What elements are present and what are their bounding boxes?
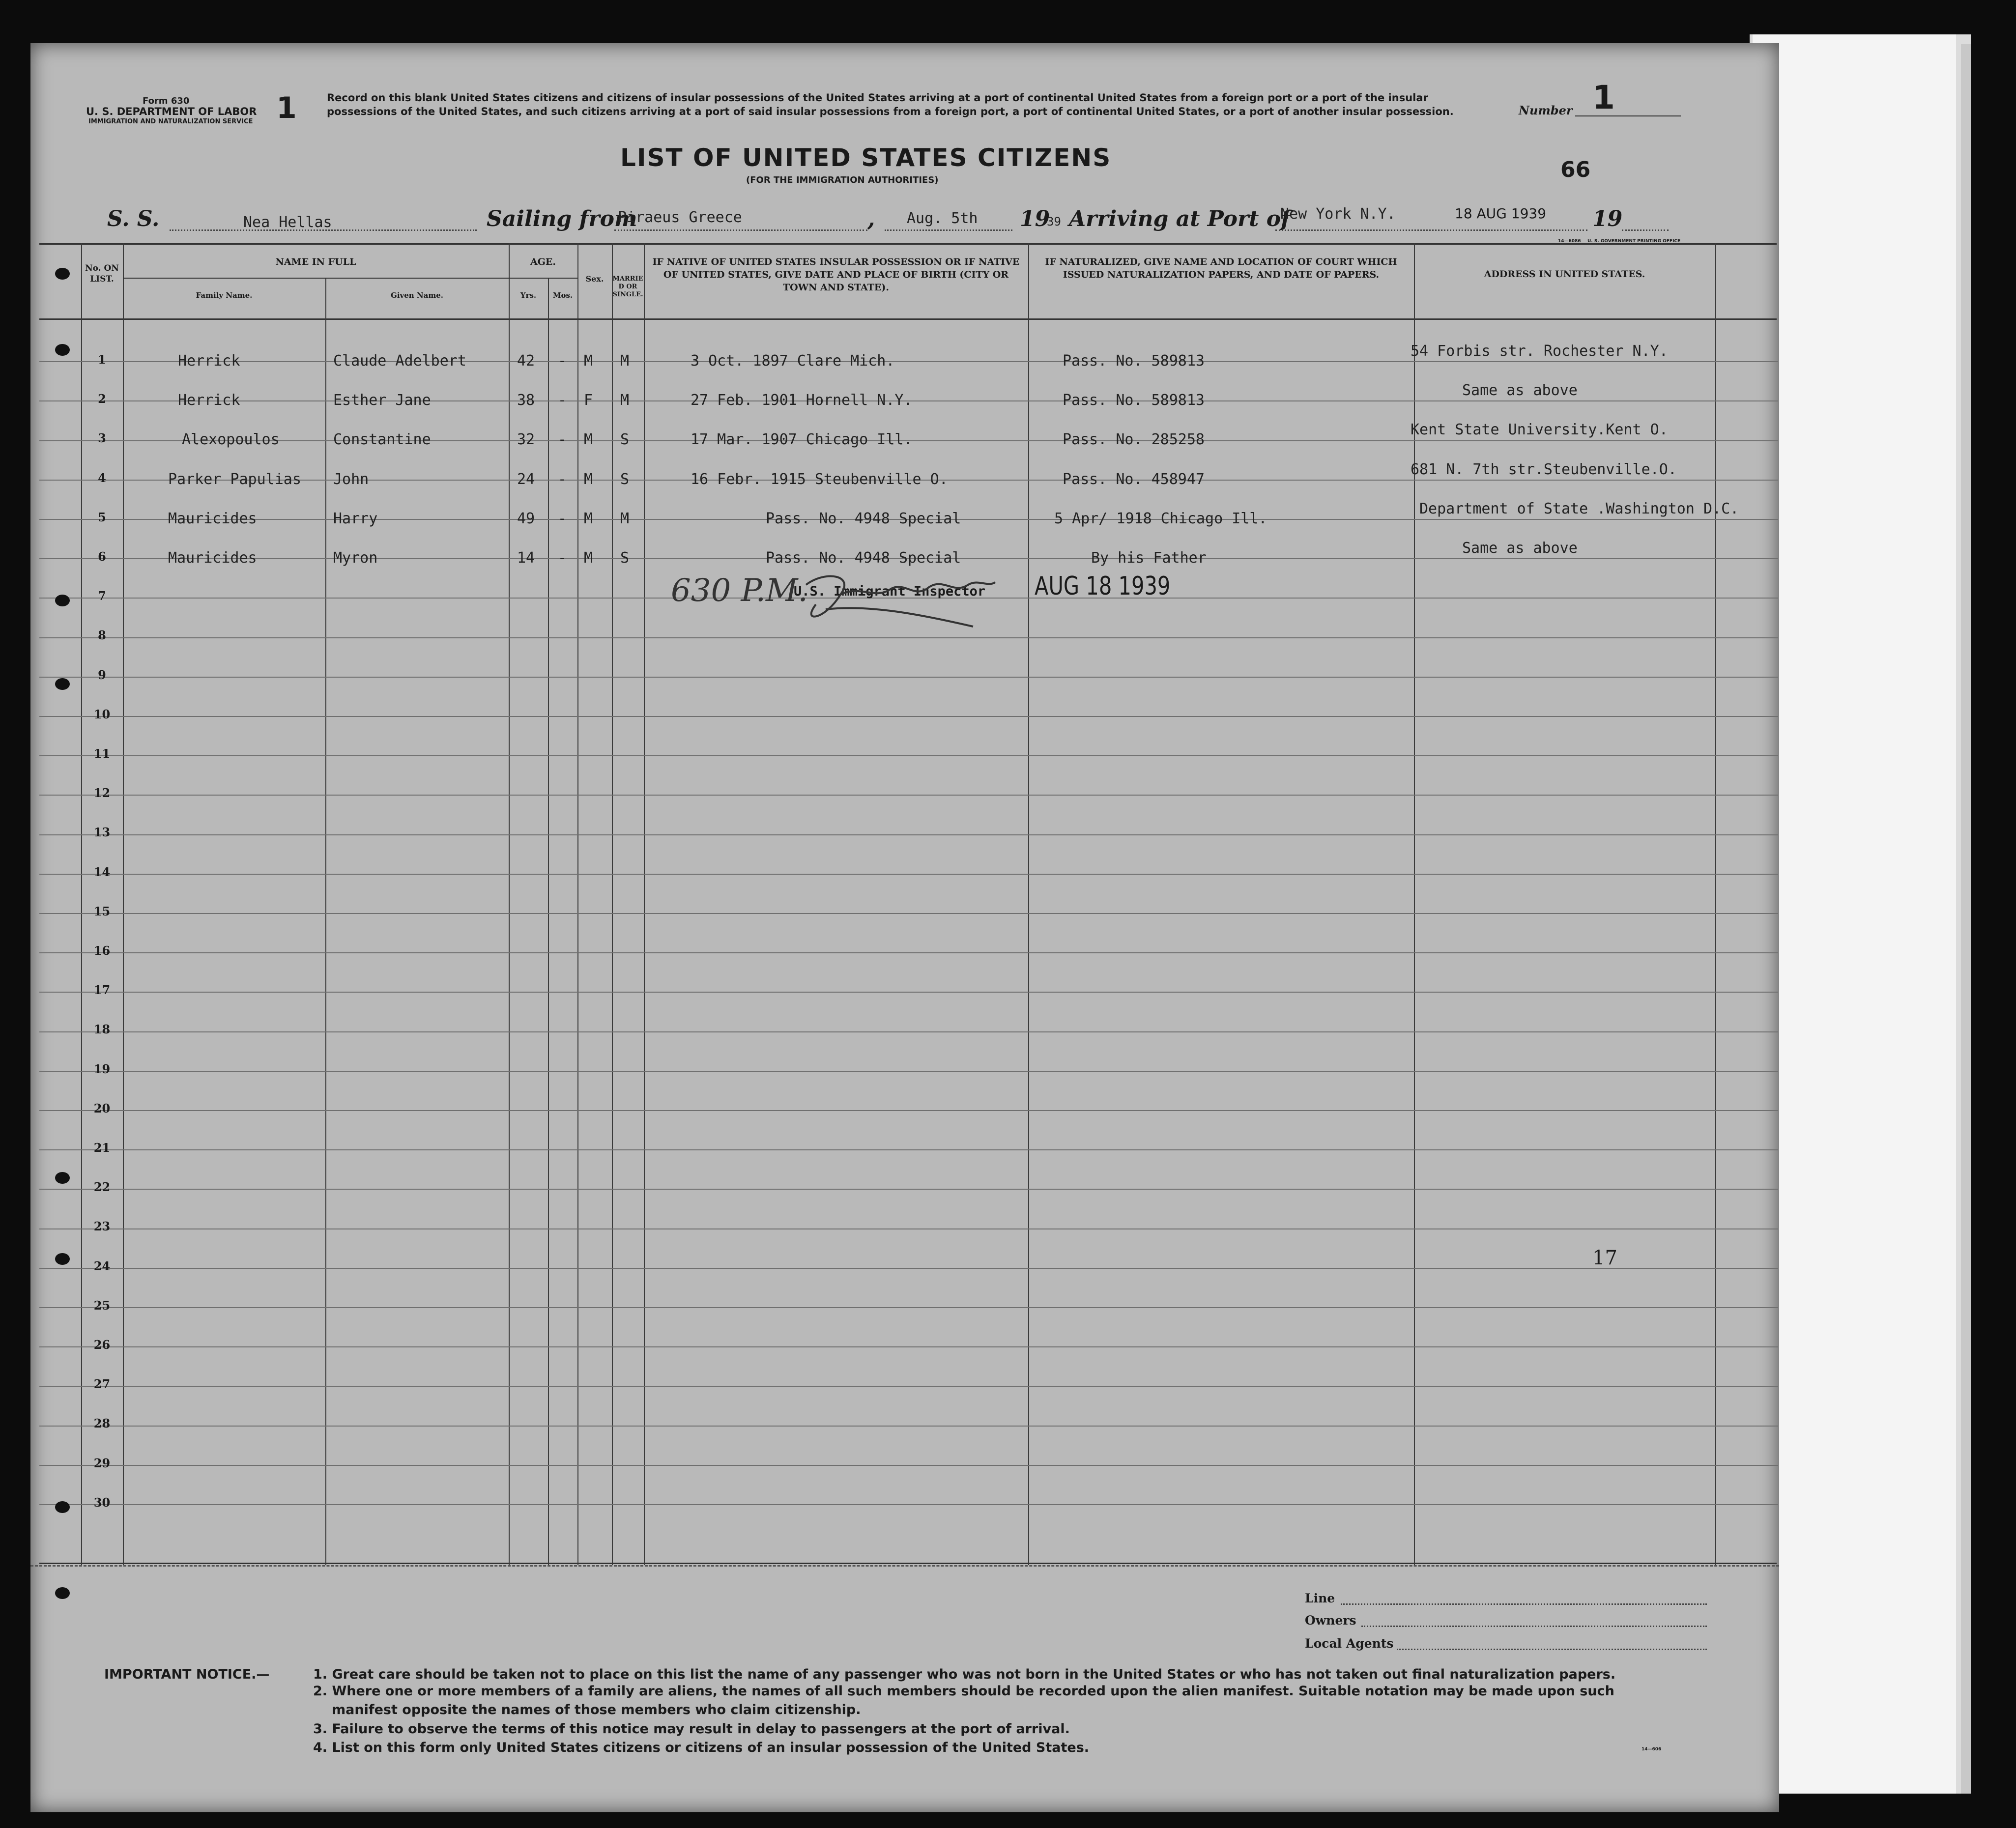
port-name: New York N.Y. bbox=[1280, 205, 1396, 223]
cell-given: Constantine bbox=[333, 431, 431, 448]
cell-family: Mauricides bbox=[168, 549, 257, 567]
ss-label: S. S. bbox=[107, 206, 160, 231]
col-line-birth bbox=[1028, 243, 1029, 1565]
cell-addr: 54 Forbis str. Rochester N.Y. bbox=[1411, 343, 1668, 360]
col-header-address: ADDRESS IN UNITED STATES. bbox=[1484, 269, 1645, 280]
comma-1: , bbox=[867, 206, 875, 231]
punch-hole bbox=[55, 268, 70, 280]
row-line bbox=[39, 1504, 1778, 1505]
cell-mos: - bbox=[558, 471, 567, 488]
cell-ms: M bbox=[620, 352, 630, 370]
notice-4: 4. List on this form only United States citizens or citizens of an insular possession of the United States. bbox=[313, 1740, 1090, 1755]
cell-nat: Pass. No. 285258 bbox=[1063, 431, 1205, 448]
notice-3: 3. Failure to observe the terms of this notice may result in delay to passengers at the port of arrival. bbox=[313, 1721, 1070, 1737]
col-header-mos: Mos. bbox=[552, 291, 573, 300]
cell-family: Alexopoulos bbox=[182, 431, 280, 448]
row-number: 25 bbox=[93, 1298, 111, 1313]
punch-hole bbox=[55, 344, 70, 356]
row-number: 1 bbox=[98, 352, 106, 367]
col-line-mos bbox=[577, 243, 578, 1565]
cell-birth: 16 Febr. 1915 Steubenville O. bbox=[691, 471, 948, 488]
owners-field bbox=[1361, 1626, 1707, 1627]
row-number: 23 bbox=[93, 1219, 111, 1233]
cell-family: Mauricides bbox=[168, 510, 257, 527]
row-line bbox=[39, 1307, 1778, 1308]
notice-2-cont: manifest opposite the names of those members who claim citizenship. bbox=[332, 1702, 861, 1717]
cell-given: Claude Adelbert bbox=[333, 352, 466, 370]
instructions-text: Record on this blank United States citizens and citizens of insular possessions of the United States arriving at a port of continental United States from a foreign port or a port of the insular possessions of the United States, and such citizens arriving at a port of said insular possessions from a foreign port, a port of continental United States, or a port of another insular possession. bbox=[327, 92, 1454, 117]
page-subtitle: (FOR THE IMMIGRATION AUTHORITIES) bbox=[746, 175, 939, 185]
punch-hole bbox=[55, 595, 70, 606]
cell-yrs: 42 bbox=[517, 352, 535, 370]
print-code-top-label: 14—6086 bbox=[1558, 239, 1581, 244]
row-number: 28 bbox=[93, 1416, 111, 1430]
cell-nat: Pass. No. 458947 bbox=[1063, 471, 1205, 488]
col-line-sex bbox=[612, 243, 613, 1565]
cell-nat: By his Father bbox=[1091, 549, 1207, 567]
print-code-bottom: 14—606 bbox=[1642, 1747, 1662, 1752]
agents-label: Local Agents bbox=[1305, 1636, 1394, 1651]
cell-addr: Same as above bbox=[1462, 540, 1578, 557]
row-line bbox=[39, 1465, 1778, 1466]
year-prefix: 19 bbox=[1020, 206, 1050, 231]
cell-addr: Kent State University.Kent O. bbox=[1411, 421, 1668, 438]
sailing-line bbox=[614, 229, 867, 231]
year2-line bbox=[1622, 229, 1669, 231]
row-line bbox=[39, 834, 1778, 835]
year-suffix: 39 bbox=[1047, 215, 1061, 228]
col-header-no: No. ON LIST. bbox=[85, 263, 119, 284]
cell-given: Esther Jane bbox=[333, 392, 431, 409]
row-number: 29 bbox=[93, 1456, 111, 1470]
cell-birth: 3 Oct. 1897 Clare Mich. bbox=[691, 352, 895, 370]
cell-yrs: 49 bbox=[517, 510, 535, 527]
row-number: 26 bbox=[93, 1338, 111, 1352]
manifest-sheet bbox=[30, 43, 1779, 1812]
row-number: 22 bbox=[93, 1180, 111, 1194]
col-header-sex: Sex. bbox=[585, 274, 604, 284]
table-bottom-border bbox=[39, 1563, 1777, 1564]
cell-ms: S bbox=[620, 549, 630, 567]
date-line bbox=[885, 229, 1012, 231]
row-number: 8 bbox=[98, 628, 106, 642]
underlying-page-edge bbox=[1769, 34, 1971, 1794]
row-line bbox=[39, 992, 1778, 993]
number-value: 1 bbox=[1592, 79, 1615, 116]
punch-hole bbox=[55, 1501, 70, 1513]
cell-addr: 681 N. 7th str.Steubenville.O. bbox=[1411, 461, 1677, 478]
row-line bbox=[39, 1386, 1778, 1387]
age-subheader-line bbox=[509, 278, 577, 279]
row-number: 10 bbox=[93, 707, 111, 721]
row-line bbox=[39, 1426, 1778, 1427]
row-number: 6 bbox=[98, 549, 106, 564]
cell-ms: M bbox=[620, 510, 630, 527]
line-label: Line bbox=[1305, 1591, 1335, 1605]
row-line bbox=[39, 1228, 1778, 1229]
cell-sex: M bbox=[584, 510, 593, 527]
cell-nat: Pass. No. 589813 bbox=[1063, 392, 1205, 409]
department: U. S. DEPARTMENT OF LABOR bbox=[86, 106, 257, 117]
cell-ms: M bbox=[620, 392, 630, 409]
cell-sex: M bbox=[584, 431, 593, 448]
row-number: 14 bbox=[93, 865, 111, 879]
row-number: 16 bbox=[93, 943, 111, 958]
col-line-yrs bbox=[548, 278, 549, 1565]
cell-addr: Same as above bbox=[1462, 382, 1578, 399]
cell-birth: Pass. No. 4948 Special bbox=[766, 549, 961, 567]
col-line-family bbox=[123, 243, 124, 1565]
row-number: 5 bbox=[98, 510, 106, 524]
row-number: 27 bbox=[93, 1377, 111, 1391]
row-line bbox=[39, 361, 1778, 362]
row-number: 7 bbox=[98, 589, 106, 603]
col-header-given: Given Name. bbox=[391, 291, 443, 300]
arrival-time-handwritten: 630 P.M. bbox=[671, 572, 808, 609]
year-2: 19 bbox=[1592, 206, 1623, 231]
row-number: 12 bbox=[93, 786, 111, 800]
owners-label: Owners bbox=[1305, 1613, 1356, 1628]
row-number: 19 bbox=[93, 1062, 111, 1076]
cell-sex: M bbox=[584, 352, 593, 370]
punch-hole bbox=[55, 1587, 70, 1599]
notice-2: 2. Where one or more members of a family are aliens, the names of all such members should be recorded upon the alien manifest. Suitable notation may be made upon such bbox=[313, 1684, 1614, 1699]
col-line-age bbox=[509, 243, 510, 1565]
row-line bbox=[39, 716, 1778, 717]
form-number: Form 630 bbox=[143, 96, 190, 106]
sailing-label: Sailing from bbox=[487, 206, 637, 231]
notice-1: 1. Great care should be taken not to place on this list the name of any passenger who was not born in the United States or who has not taken out final naturalization papers. bbox=[313, 1667, 1616, 1682]
row-number: 2 bbox=[98, 392, 106, 406]
col-header-name-in-full: NAME IN FULL bbox=[275, 257, 356, 267]
service: IMMIGRATION AND NATURALIZATION SERVICE bbox=[88, 118, 253, 125]
footer-divider bbox=[30, 1565, 1779, 1567]
row-line bbox=[39, 1149, 1778, 1150]
cell-nat: 5 Apr/ 1918 Chicago Ill. bbox=[1054, 510, 1267, 527]
cell-given: Myron bbox=[333, 549, 378, 567]
cell-sex: M bbox=[584, 471, 593, 488]
line-field bbox=[1341, 1603, 1707, 1605]
arriving-label: Arriving at Port of bbox=[1069, 206, 1291, 231]
row-line bbox=[39, 874, 1778, 875]
agents-field bbox=[1397, 1649, 1707, 1650]
row-number: 21 bbox=[93, 1141, 111, 1155]
ship-name: Nea Hellas bbox=[243, 214, 332, 231]
row-line bbox=[39, 755, 1778, 756]
row-line bbox=[39, 677, 1778, 678]
cell-birth: 17 Mar. 1907 Chicago Ill. bbox=[691, 431, 913, 448]
row-line bbox=[39, 952, 1778, 953]
col-line-naturalized bbox=[1414, 243, 1415, 1565]
row-line bbox=[39, 1346, 1778, 1347]
col-line-given bbox=[325, 278, 326, 1565]
col-header-birth: IF NATIVE OF UNITED STATES INSULAR POSSESSION OR IF NATIVE OF UNITED STATES, GIVE DATE AND PLACE OF BIRTH (CITY OR TOWN AND STATE). bbox=[652, 257, 1020, 293]
row-line bbox=[39, 1268, 1778, 1269]
row-number: 24 bbox=[93, 1259, 111, 1273]
punch-hole bbox=[55, 1172, 70, 1184]
cell-yrs: 14 bbox=[517, 549, 535, 567]
cell-ms: S bbox=[620, 471, 630, 488]
col-header-married: MARRIED OR SINGLE. bbox=[612, 275, 643, 298]
cell-given: Harry bbox=[333, 510, 378, 527]
row-line bbox=[39, 1189, 1778, 1190]
row-number: 11 bbox=[93, 746, 111, 761]
underlying-page-edge-2 bbox=[1961, 44, 1971, 1794]
row-number: 4 bbox=[98, 471, 106, 485]
name-subheader-line bbox=[123, 278, 509, 279]
tally-mark: 17 bbox=[1592, 1247, 1617, 1269]
inspector-label: U.S. Immigrant Inspector bbox=[794, 584, 986, 599]
cell-birth: Pass. No. 4948 Special bbox=[766, 510, 961, 527]
row-number: 18 bbox=[93, 1022, 111, 1036]
col-header-yrs: Yrs. bbox=[520, 291, 537, 300]
print-office-top: U. S. GOVERNMENT PRINTING OFFICE bbox=[1587, 239, 1681, 244]
cell-sex: F bbox=[584, 392, 593, 409]
notice-title: IMPORTANT NOTICE.— bbox=[104, 1667, 270, 1682]
table-header-border bbox=[39, 318, 1777, 320]
col-line-married bbox=[644, 243, 645, 1565]
row-line bbox=[39, 795, 1778, 796]
punch-hole bbox=[55, 1253, 70, 1265]
row-line bbox=[39, 913, 1778, 914]
row-line bbox=[39, 1110, 1778, 1111]
sailing-date: Aug. 5th bbox=[907, 210, 978, 227]
page-number: 66 bbox=[1560, 157, 1591, 182]
cell-mos: - bbox=[558, 352, 567, 370]
row-number: 30 bbox=[93, 1495, 111, 1510]
col-header-family: Family Name. bbox=[196, 291, 253, 300]
page-title: LIST OF UNITED STATES CITIZENS bbox=[620, 143, 1112, 172]
cell-addr: Department of State .Washington D.C. bbox=[1419, 500, 1739, 517]
cell-yrs: 24 bbox=[517, 471, 535, 488]
cell-given: John bbox=[333, 471, 369, 488]
number-underline bbox=[1575, 115, 1681, 116]
cell-family: Parker Papulias bbox=[168, 471, 301, 488]
table-top-border bbox=[39, 243, 1777, 245]
row-number: 13 bbox=[93, 825, 111, 839]
row-number: 17 bbox=[93, 983, 111, 997]
row-line bbox=[39, 1071, 1778, 1072]
row-number: 15 bbox=[93, 904, 111, 918]
sailing-from: Piraeus Greece bbox=[618, 209, 742, 226]
number-label: Number bbox=[1519, 103, 1573, 117]
cell-family: Herrick bbox=[178, 392, 240, 409]
row-number: 3 bbox=[98, 431, 106, 445]
cell-mos: - bbox=[558, 510, 567, 527]
row-line bbox=[39, 1031, 1778, 1032]
col-header-naturalized: IF NATURALIZED, GIVE NAME AND LOCATION OF COURT WHICH ISSUED NATURALIZATION PAPERS, AND DATE OF PAPERS. bbox=[1045, 257, 1397, 280]
cell-sex: M bbox=[584, 549, 593, 567]
inspector-signature bbox=[796, 565, 1003, 639]
cell-yrs: 38 bbox=[517, 392, 535, 409]
cell-mos: - bbox=[558, 392, 567, 409]
list-mark: 1 bbox=[276, 91, 297, 125]
inspection-stamp-date: AUG 18 1939 bbox=[1035, 571, 1171, 601]
cell-nat: Pass. No. 589813 bbox=[1063, 352, 1205, 370]
cell-ms: S bbox=[620, 431, 630, 448]
cell-family: Herrick bbox=[178, 352, 240, 370]
col-line-address bbox=[1715, 243, 1716, 1565]
arrival-stamp: 18 AUG 1939 bbox=[1455, 205, 1547, 222]
port-line bbox=[1275, 229, 1587, 231]
punch-hole bbox=[55, 678, 70, 690]
row-number: 20 bbox=[93, 1101, 111, 1115]
cell-mos: - bbox=[558, 549, 567, 567]
cell-yrs: 32 bbox=[517, 431, 535, 448]
col-header-age: AGE. bbox=[530, 257, 556, 267]
cell-mos: - bbox=[558, 431, 567, 448]
row-number: 9 bbox=[98, 668, 106, 682]
cell-birth: 27 Feb. 1901 Hornell N.Y. bbox=[691, 392, 913, 409]
